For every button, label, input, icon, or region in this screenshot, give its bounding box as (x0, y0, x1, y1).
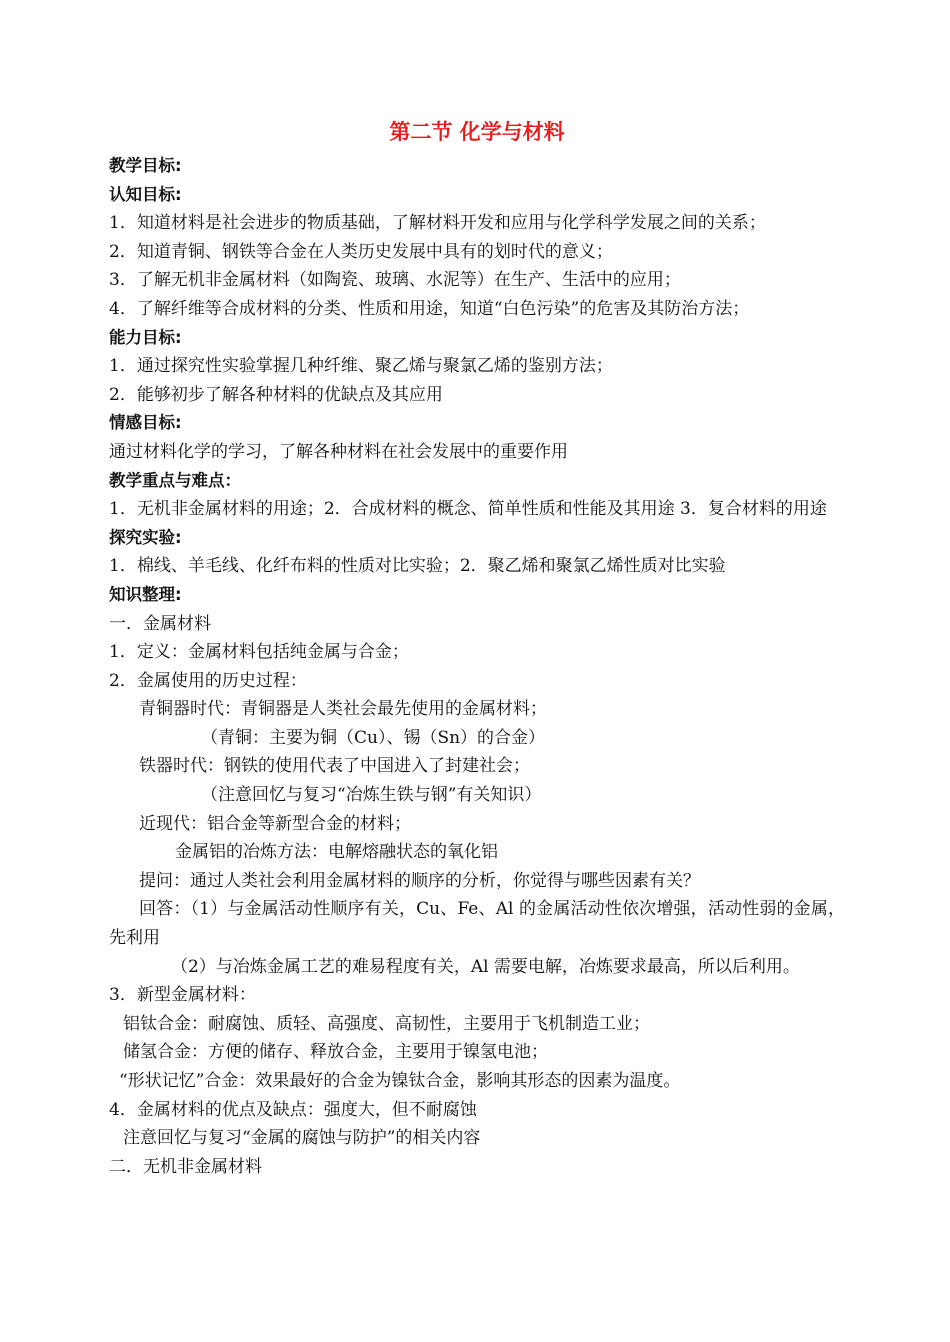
paragraph: 1．定义：金属材料包括纯金属与合金； (109, 642, 409, 663)
paragraph: 青铜器时代：青铜器是人类社会最先使用的金属材料； (139, 699, 547, 720)
paragraph: （青铜：主要为铜（Cu）、锡（Sn）的合金） (201, 727, 546, 748)
section-heading-nonmetal: 二．无机非金属材料 (109, 1156, 262, 1177)
paragraph: “形状记忆”合金：效果最好的合金为镍钛合金，影响其形态的因素为温度。 (119, 1071, 681, 1091)
paragraph: 储氢合金：方便的储存、释放合金，主要用于镍氢电池； (123, 1042, 548, 1063)
heading-key-points: 教学重点与难点： (109, 470, 241, 490)
paragraph: 3．了解无机非金属材料（如陶瓷、玻璃、水泥等）在生产、生活中的应用； (109, 270, 681, 291)
paragraph: 铁器时代：钢铁的使用代表了中国进入了封建社会； (139, 756, 530, 777)
section-heading-metal: 一．金属材料 (109, 613, 211, 634)
heading-experiments: 探究实验: (109, 527, 182, 547)
paragraph: 2．能够初步了解各种材料的优缺点及其应用 (109, 384, 443, 405)
paragraph: （注意回忆与复习“冶炼生铁与钢”有关知识） (201, 785, 542, 806)
document-page (109, 112, 845, 1181)
paragraph: （2）与冶炼金属工艺的难易程度有关，Al 需要电解，冶炼要求最高，所以后利用。 (171, 956, 800, 977)
paragraph: 1．无机非金属材料的用途；2．合成材料的概念、简单性质和性能及其用途 3．复合材料的用途 (109, 499, 827, 520)
paragraph: 近现代：铝合金等新型合金的材料； (139, 813, 411, 834)
paragraph: 4．金属材料的优点及缺点：强度大，但不耐腐蚀 (109, 1099, 477, 1120)
paragraph: 2．金属使用的历史过程： (109, 670, 307, 691)
paragraph: 回答：（1）与金属活动性顺序有关，Cu、Fe、Al 的金属活动性依次增强，活动性弱的金属，先利用 (109, 899, 845, 949)
paragraph: 提问：通过人类社会利用金属材料的顺序的分析，你觉得与哪些因素有关？ (139, 870, 700, 891)
paragraph: 1．通过探究性实验掌握几种纤维、聚乙烯与聚氯乙烯的鉴别方法； (109, 356, 613, 377)
paragraph: 通过材料化学的学习，了解各种材料在社会发展中的重要作用 (109, 441, 568, 462)
heading-cognitive-goals: 认知目标: (109, 184, 182, 204)
paragraph: 2．知道青铜、钢铁等合金在人类历史发展中具有的划时代的意义； (109, 241, 613, 262)
heading-knowledge: 知识整理: (109, 584, 182, 604)
paragraph: 铝钛合金：耐腐蚀、质轻、高强度、高韧性，主要用于飞机制造工业； (123, 1013, 650, 1034)
heading-teaching-goals: 教学目标: (109, 156, 182, 175)
heading-emotional-goals: 情感目标: (109, 413, 182, 433)
paragraph: 金属铝的冶炼方法：电解熔融状态的氧化铝 (175, 842, 498, 863)
paragraph: 注意回忆与复习“金属的腐蚀与防护”的相关内容 (123, 1128, 481, 1149)
paragraph: 4．了解纤维等合成材料的分类、性质和用途，知道“白色污染”的危害及其防治方法； (109, 298, 750, 319)
paragraph: 1．知道材料是社会进步的物质基础，了解材料开发和应用与化学科学发展之间的关系； (109, 213, 766, 234)
paragraph: 3．新型金属材料： (109, 985, 256, 1006)
page-title: 第二节 化学与材料 (389, 120, 565, 144)
heading-ability-goals: 能力目标: (109, 327, 182, 347)
paragraph: 1．棉线、羊毛线、化纤布料的性质对比实验；2．聚乙烯和聚氯乙烯性质对比实验 (109, 556, 726, 577)
